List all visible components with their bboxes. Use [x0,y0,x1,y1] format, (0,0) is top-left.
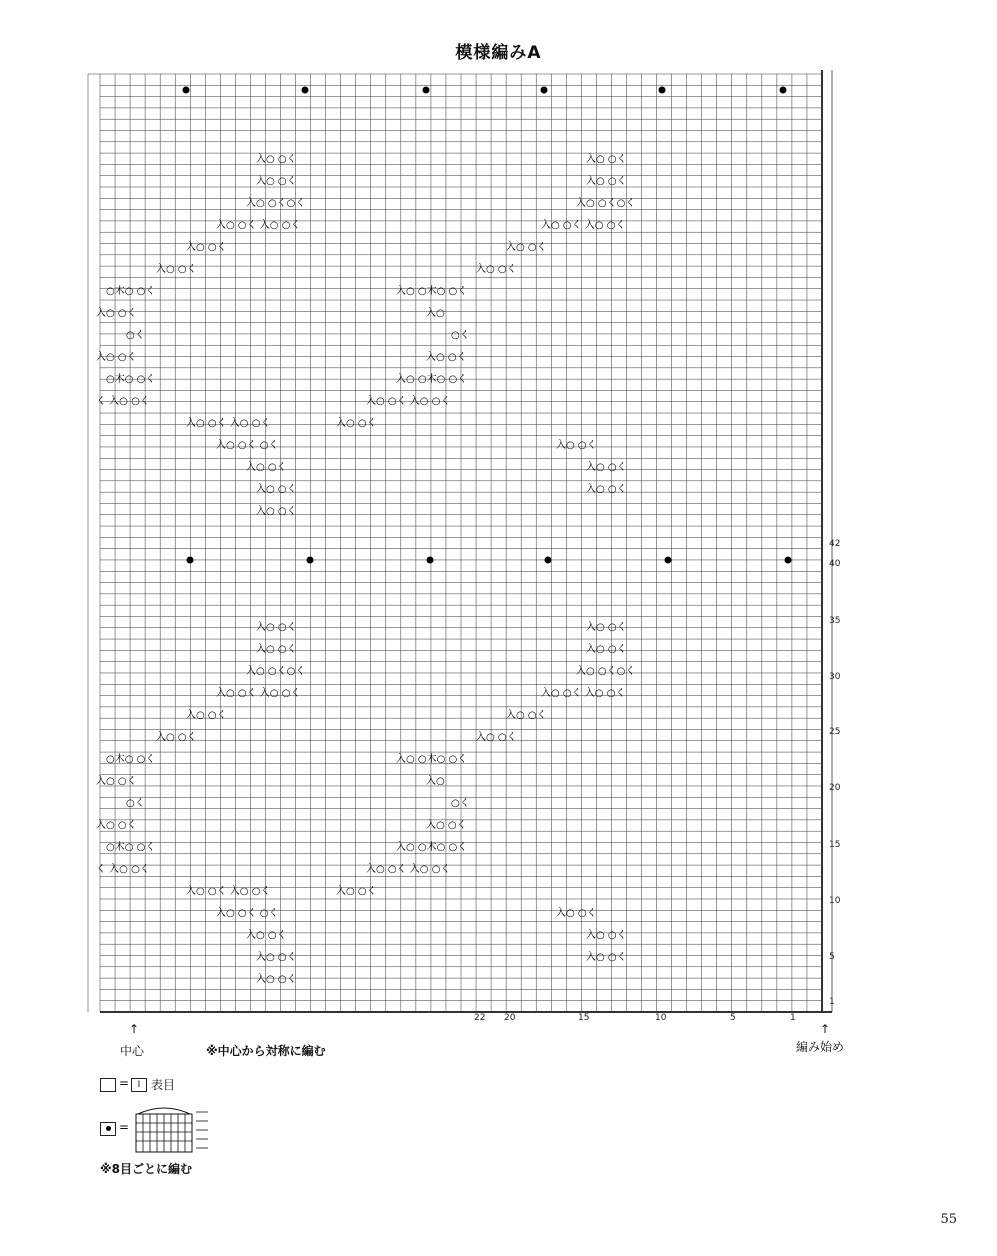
stitch-symbol: 入○ ○く [336,418,377,429]
row-number: 30 [829,672,841,682]
bobble-dot [307,557,314,564]
stitch-symbol: 入○ ○木○ ○く [396,842,468,853]
stitch-symbol: 入○ ○く [246,462,287,473]
stitch-symbol: 入○ ○く [506,242,547,253]
bobble-detail-diagram [132,1104,212,1154]
stitch-symbol: 入○ ○く [96,820,137,831]
row-number: 25 [829,727,841,737]
stitch-symbol: 入○ ○く [336,886,377,897]
stitch-symbol: 入○ ○く [256,176,297,187]
stitch-symbol: 入○ ○く 入○ ○く [186,886,271,897]
stitch-symbol: 入○ ○く [586,154,627,165]
stitch-symbol: 入○ [426,308,445,319]
stitch-symbol: 入○ ○木○ ○く [396,754,468,765]
stitch-symbol: 入○ ○く○く [576,666,636,677]
center-arrow-icon: ↑ [129,1022,140,1036]
stitch-symbol: 入○ ○木○ ○く [396,374,468,385]
stitch-symbol: 入○ ○く [256,506,297,517]
stitch-symbol: 入○ ○く 入○ ○く [541,220,626,231]
stitch-symbol: 入○ ○く [506,710,547,721]
stitch-symbol: 入○ ○く [476,732,517,743]
column-number: 20 [504,1013,516,1023]
stitch-symbol: 入○ ○く [186,242,227,253]
stitch-symbol: 入○ ○く [556,440,597,451]
stitch-symbol: 入○ ○く 入○ ○く [186,418,271,429]
stitch-symbol: ○木○ ○く [106,754,156,765]
knit-empty-square-icon [100,1078,116,1092]
stitch-symbol: 入○ ○く○く [246,198,306,209]
stitch-symbol: 入○ ○く [256,974,297,985]
stitch-symbol: ○く [126,330,145,341]
row-number: 5 [829,952,835,962]
stitch-symbol: 入○ ○く [96,308,137,319]
stitch-symbol: 入○ ○く [256,644,297,655]
bobble-dot [665,557,672,564]
stitch-symbol: 入○ ○く [256,622,297,633]
stitch-symbol: 入○ ○く [586,952,627,963]
bobble-note: ※8目ごとに編む [100,1162,193,1176]
bobble-dot [785,557,792,564]
stitch-symbol: 入○ ○く [586,930,627,941]
stitch-symbol: 入○ ○く [586,462,627,473]
row-number: 20 [829,783,841,793]
stitch-symbol: ○く [451,330,470,341]
stitch-symbol: ○く [126,798,145,809]
start-arrow-icon: ↑ [820,1022,831,1036]
stitch-symbol: 入○ ○く 入○ ○く [541,688,626,699]
legend-equals-2: = [119,1120,130,1134]
column-number: 5 [730,1013,736,1023]
knit-label: 表目 [151,1078,176,1092]
stitch-symbol: 入○ ○く○く [246,666,306,677]
row-number: 1 [829,997,835,1007]
start-label: 編み始め [796,1040,845,1054]
row-number: 40 [829,559,841,569]
column-number: 15 [578,1013,590,1023]
symmetry-note: ※中心から対称に編む [206,1044,326,1058]
bobble-square-icon [100,1122,116,1136]
stitch-symbol: 入○ ○く [586,176,627,187]
stitch-symbol: ○木○ ○く [106,286,156,297]
stitch-symbol: 入○ ○く [556,908,597,919]
stitch-symbol: 入○ ○く [96,776,137,787]
bobble-dot [541,87,548,94]
stitch-symbol: 入○ ○く [156,732,197,743]
stitch-symbol: 入○ ○く [256,484,297,495]
row-number: 15 [829,840,841,850]
column-number: 22 [474,1013,486,1023]
stitch-symbol: ○木○ ○く [106,374,156,385]
stitch-symbol: 入○ ○く 入○ ○く [366,864,451,875]
stitch-symbol: く 入○ ○く [96,864,150,875]
bobble-dot [545,557,552,564]
stitch-symbol: 入○ ○く [186,710,227,721]
bobble-dot [187,557,194,564]
bobble-dot [780,87,787,94]
bobble-dot [183,87,190,94]
stitch-symbol: 入○ ○く [156,264,197,275]
stitch-symbol: 入○ ○く [426,352,467,363]
legend-equals: = [119,1076,130,1090]
column-number: 10 [655,1013,667,1023]
stitch-symbol: 入○ ○く○く [576,198,636,209]
stitch-symbol: 入○ ○く [586,484,627,495]
page-number: 55 [940,1212,957,1227]
bobble-dot [302,87,309,94]
stitch-symbol: 入○ ○く 入○ ○く [216,220,301,231]
row-number: 10 [829,896,841,906]
row-number: 35 [829,616,841,626]
stitch-symbol: 入○ ○く ○く [216,440,279,451]
bobble-dot [659,87,666,94]
stitch-symbol: 入○ ○く 入○ ○く [216,688,301,699]
column-number: 1 [790,1013,796,1023]
stitch-symbol: く 入○ ○く [96,396,150,407]
stitch-symbol: ○く [451,798,470,809]
stitch-symbol: 入○ ○く [96,352,137,363]
stitch-symbol: 入○ ○く [246,930,287,941]
center-label: 中心 [120,1044,145,1058]
stitch-symbol: 入○ ○く [256,154,297,165]
row-number: 42 [829,539,841,549]
stitch-symbol: 入○ ○く [426,820,467,831]
bobble-dot [423,87,430,94]
bobble-dot [427,557,434,564]
stitch-symbol: 入○ ○く [256,952,297,963]
stitch-symbol: 入○ ○く 入○ ○く [366,396,451,407]
stitch-symbol: 入○ ○く ○く [216,908,279,919]
stitch-symbol: 入○ ○く [586,644,627,655]
stitch-symbol: 入○ ○く [586,622,627,633]
stitch-symbol: ○木○ ○く [106,842,156,853]
stitch-symbol: 入○ ○木○ ○く [396,286,468,297]
stitch-symbol: 入○ ○く [476,264,517,275]
chart-title: 模様編みA [455,43,542,63]
knit-symbol-square-icon: I [131,1078,147,1092]
stitch-symbol: 入○ [426,776,445,787]
